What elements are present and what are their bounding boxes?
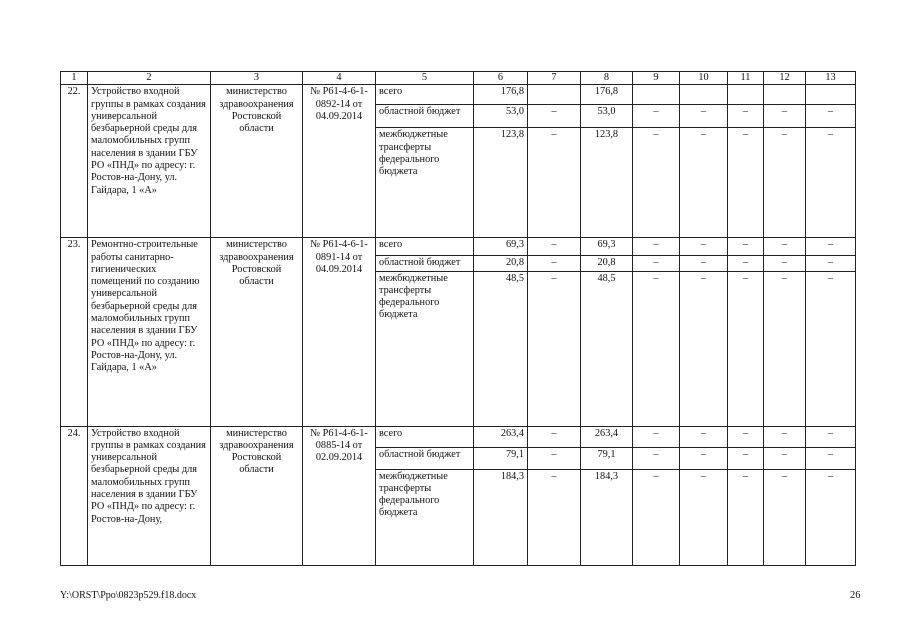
header-cell: 4	[303, 72, 376, 85]
file-path: Y:\ORST\Ppo\0823p529.f18.docx	[60, 590, 197, 601]
object-name: Устройство входной группы в рамках создания универсальной безбарьерной среды для маломобильных групп населения в здании ГБУ РО «ПНД» по адресу: г. Ростов-на-Дону,	[88, 426, 211, 565]
amount-cell: –	[728, 447, 764, 469]
amount-cell: –	[680, 238, 728, 256]
amount-cell: –	[633, 256, 680, 271]
header-cell: 8	[581, 72, 633, 85]
row-number: 24.	[61, 426, 88, 565]
amount-cell: –	[764, 469, 806, 565]
object-name: Ремонтно-строительные работы санитарно-гигиенических помещений по созданию универсальной безбарьерной среды для маломобильных групп населения в здании ГБУ РО «ПНД» по адресу: г. Ростов-на-Дону, ул. Гайдара, 1 «А»	[88, 238, 211, 426]
amount-cell	[680, 85, 728, 105]
amount-cell: 53,0	[474, 105, 528, 128]
row-number: 23.	[61, 238, 88, 426]
amount-cell: 79,1	[581, 447, 633, 469]
amount-cell: –	[764, 271, 806, 426]
amount-cell: –	[633, 238, 680, 256]
document-ref: № Р61-4-6-1-0892-14 от 04.09.2014	[303, 85, 376, 238]
amount-cell: –	[528, 469, 581, 565]
document-ref: № Р61-4-6-1-0891-14 от 04.09.2014	[303, 238, 376, 426]
amount-cell	[806, 85, 856, 105]
amount-cell: 20,8	[581, 256, 633, 271]
funding-source: всего	[376, 85, 474, 105]
budget-table	[60, 71, 856, 566]
amount-cell: –	[806, 238, 856, 256]
header-cell: 9	[633, 72, 680, 85]
amount-cell: –	[806, 426, 856, 447]
amount-cell: –	[806, 105, 856, 128]
amount-cell: –	[528, 256, 581, 271]
header-cell: 13	[806, 72, 856, 85]
amount-cell: 20,8	[474, 256, 528, 271]
amount-cell: –	[633, 105, 680, 128]
row-number: 22.	[61, 85, 88, 238]
amount-cell: –	[764, 426, 806, 447]
header-row	[61, 72, 856, 85]
amount-cell: 184,3	[581, 469, 633, 565]
amount-cell	[764, 85, 806, 105]
amount-cell: –	[633, 271, 680, 426]
funding-source: межбюджетные трансферты федерального бюджета	[376, 128, 474, 238]
amount-cell: –	[528, 238, 581, 256]
amount-cell	[728, 85, 764, 105]
amount-cell: –	[806, 447, 856, 469]
amount-cell: –	[728, 238, 764, 256]
amount-cell: –	[764, 447, 806, 469]
funding-source: всего	[376, 238, 474, 256]
amount-cell: –	[680, 447, 728, 469]
amount-cell: 69,3	[474, 238, 528, 256]
header-cell: 6	[474, 72, 528, 85]
amount-cell: –	[806, 271, 856, 426]
amount-cell: –	[806, 128, 856, 238]
funding-source: межбюджетные трансферты федерального бюджета	[376, 271, 474, 426]
organization: министерство здравоохранения Ростовской области	[211, 238, 303, 426]
amount-cell: –	[728, 105, 764, 128]
amount-cell: –	[764, 105, 806, 128]
amount-cell: –	[528, 426, 581, 447]
header-cell: 3	[211, 72, 303, 85]
table-row	[61, 238, 856, 256]
amount-cell: –	[528, 128, 581, 238]
amount-cell: 123,8	[581, 128, 633, 238]
header-cell: 12	[764, 72, 806, 85]
amount-cell: 48,5	[581, 271, 633, 426]
amount-cell: 176,8	[581, 85, 633, 105]
amount-cell: –	[680, 426, 728, 447]
header-cell: 11	[728, 72, 764, 85]
amount-cell: –	[764, 238, 806, 256]
amount-cell: –	[764, 256, 806, 271]
header-cell: 10	[680, 72, 728, 85]
amount-cell: –	[528, 447, 581, 469]
amount-cell	[633, 85, 680, 105]
amount-cell: –	[806, 256, 856, 271]
header-cell: 7	[528, 72, 581, 85]
amount-cell: 53,0	[581, 105, 633, 128]
amount-cell: –	[633, 447, 680, 469]
header-cell: 1	[61, 72, 88, 85]
amount-cell: –	[680, 105, 728, 128]
amount-cell: –	[528, 271, 581, 426]
funding-source: межбюджетные трансферты федерального бюджета	[376, 469, 474, 565]
table-row	[61, 426, 856, 447]
amount-cell: 263,4	[474, 426, 528, 447]
amount-cell: –	[728, 128, 764, 238]
amount-cell: 48,5	[474, 271, 528, 426]
amount-cell: 123,8	[474, 128, 528, 238]
header-cell: 5	[376, 72, 474, 85]
page-number: 26	[850, 590, 861, 601]
amount-cell: –	[633, 426, 680, 447]
funding-source: областной бюджет	[376, 105, 474, 128]
amount-cell: –	[680, 256, 728, 271]
amount-cell: 69,3	[581, 238, 633, 256]
amount-cell: 79,1	[474, 447, 528, 469]
amount-cell: –	[806, 469, 856, 565]
amount-cell: –	[680, 128, 728, 238]
organization: министерство здравоохранения Ростовской области	[211, 426, 303, 565]
amount-cell: 263,4	[581, 426, 633, 447]
amount-cell: –	[633, 128, 680, 238]
funding-source: всего	[376, 426, 474, 447]
funding-source: областной бюджет	[376, 256, 474, 271]
amount-cell: –	[528, 105, 581, 128]
organization: министерство здравоохранения Ростовской области	[211, 85, 303, 238]
amount-cell: 176,8	[474, 85, 528, 105]
amount-cell: –	[728, 256, 764, 271]
funding-source: областной бюджет	[376, 447, 474, 469]
amount-cell: –	[728, 271, 764, 426]
object-name: Устройство входной группы в рамках создания универсальной безбарьерной среды для маломобильных групп населения в здании ГБУ РО «ПНД» по адресу: г. Ростов-на-Дону, ул. Гайдара, 1 «А»	[88, 85, 211, 238]
amount-cell	[528, 85, 581, 105]
amount-cell: 184,3	[474, 469, 528, 565]
amount-cell: –	[728, 426, 764, 447]
header-cell: 2	[88, 72, 211, 85]
table-row	[61, 85, 856, 105]
amount-cell: –	[764, 128, 806, 238]
amount-cell: –	[680, 469, 728, 565]
document-ref: № Р61-4-6-1-0885-14 от 02.09.2014	[303, 426, 376, 565]
amount-cell: –	[633, 469, 680, 565]
amount-cell: –	[680, 271, 728, 426]
amount-cell: –	[728, 469, 764, 565]
